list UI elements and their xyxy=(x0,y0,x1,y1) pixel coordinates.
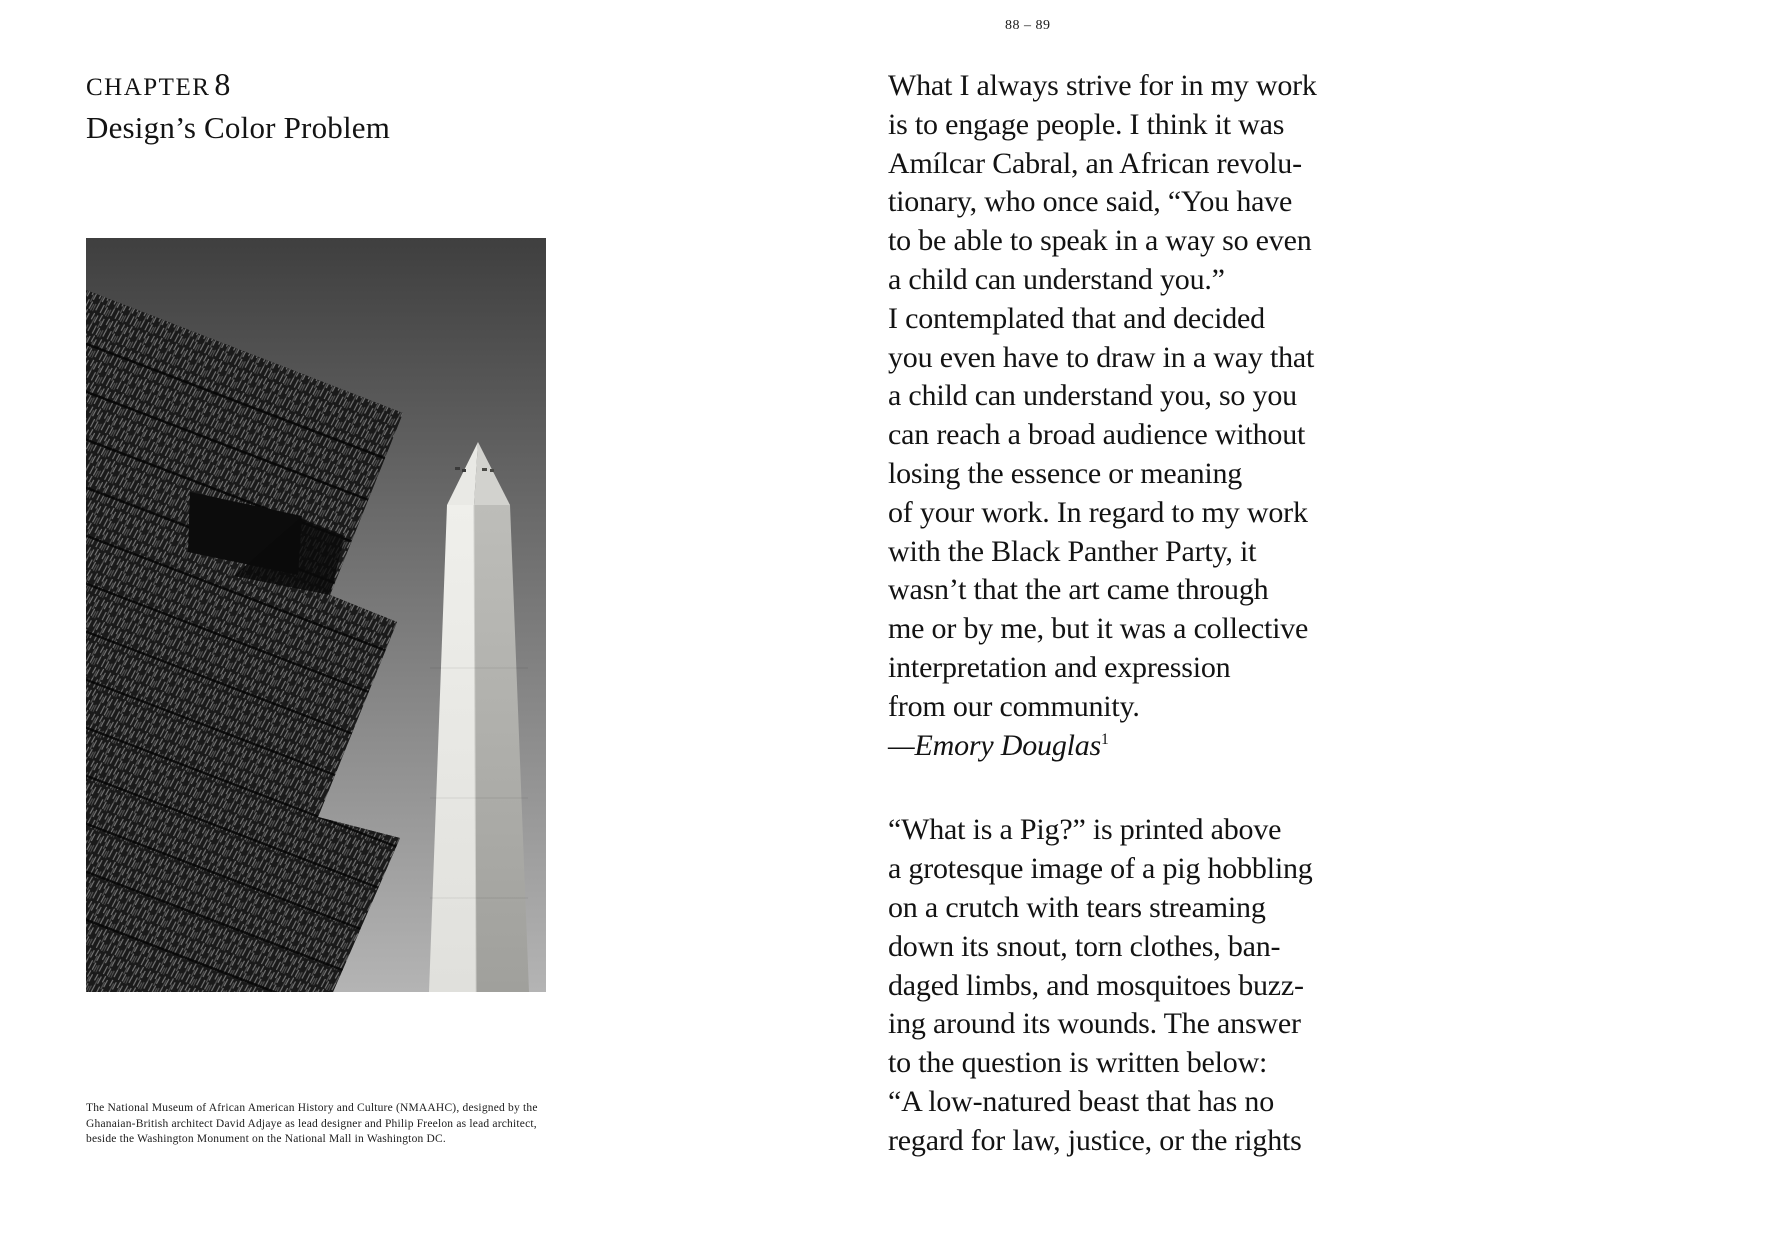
nmaahc-photo xyxy=(86,238,546,992)
quote-attribution xyxy=(888,727,1428,766)
chapter-label: CHAPTER xyxy=(86,74,211,101)
body-text xyxy=(888,67,1428,1161)
page-number: 88 – 89 xyxy=(1005,18,1051,33)
chapter-title: Design’s Color Problem xyxy=(86,110,391,145)
nmaahc-photo-svg xyxy=(86,238,546,992)
chapter-number: 8 xyxy=(214,66,231,102)
attribution-text: —Emory Douglas xyxy=(888,728,1102,762)
photo-caption: The National Museum of African American History and Culture (NMAAHC), designed by the Ghanaian-British architect David Adjaye as lead designer and Philip Freelon as lead architect, beside the Washington Monument on the National Mall in Washington DC. xyxy=(86,1102,538,1145)
body-paragraph: “What is a Pig?” is printed above a grotesque image of a pig hobbling on a crutch with tears streaming down its snout, torn clothes, ban- daged limbs, and mosquitoes buzz- ing around its wounds. The answer to the question is written below: “A low-natured beast that has no regard for law, justice, or the rights xyxy=(888,813,1313,1157)
chapter-heading xyxy=(86,66,390,146)
chapter-kicker xyxy=(86,66,390,109)
pull-quote: What I always strive for in my work is to engage people. I think it was Amílcar Cabral, an African revolu- tionary, who once said, “You have to be able to speak in a way so even a child can understand you.” I contemplated that and decided you even have to draw in a way that a child can understand you, so you can reach a broad audience without losing the essence or meaning of your work. In regard to my work with the Black Panther Party, it wasn’t that the art came through me or by me, but it was a collective interpretation and expression from our community. xyxy=(888,69,1317,723)
footnote-marker: 1 xyxy=(1101,730,1109,748)
